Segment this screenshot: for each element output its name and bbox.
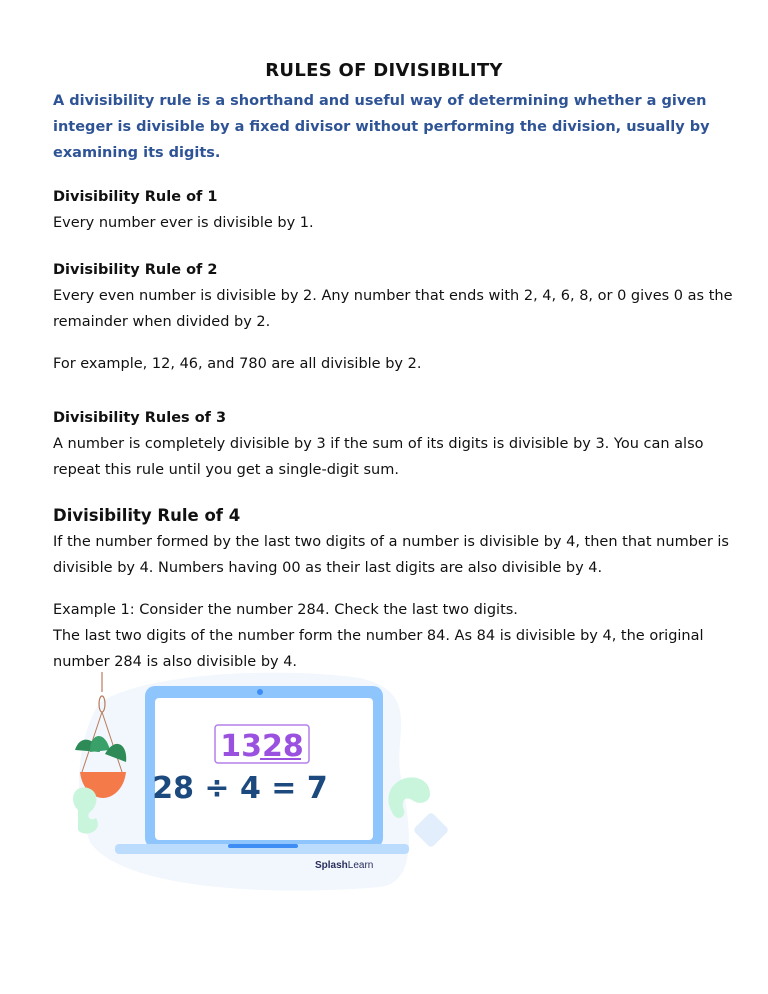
- svg-text:1328: 1328: [220, 729, 304, 764]
- section-example: For example, 12, 46, and 780 are all divisible by 2.: [53, 356, 422, 372]
- section-heading: Divisibility Rule of 4: [53, 506, 241, 525]
- splashlearn-logo: SplashLearn: [315, 860, 374, 871]
- section-text: Every number ever is divisible by 1.: [53, 215, 314, 231]
- section-heading: Divisibility Rules of 3: [53, 410, 227, 426]
- section-heading: Divisibility Rule of 1: [53, 189, 218, 205]
- page-title: RULES OF DIVISIBILITY: [265, 60, 503, 81]
- intro-paragraph: A divisibility rule is a shorthand and useful way of determining whether a given integer is divisible by a fixed divisor without performing the division, usually by examining its digits.: [53, 93, 710, 161]
- laptop-illustration: [60, 672, 460, 892]
- svg-text:28 ÷ 4 = 7: 28 ÷ 4 = 7: [152, 771, 328, 806]
- section-rule-2: [53, 257, 733, 377]
- section-rule-1: [53, 184, 733, 236]
- section-text: Every even number is divisible by 2. Any number that ends with 2, 4, 6, 8, or 0 gives 0 as the remainder when divided by 2.: [53, 288, 733, 330]
- section-heading: Divisibility Rule of 2: [53, 262, 218, 278]
- section-rule-3: [53, 405, 733, 483]
- section-example-explanation: The last two digits of the number form the number 84. As 84 is divisible by 4, the original number 284 is also divisible by 4.: [53, 628, 704, 670]
- section-text: If the number formed by the last two digits of a number is divisible by 4, then that number is divisible by 4. Numbers having 00 as their last digits are also divisible by 4.: [53, 534, 729, 576]
- section-example: Example 1: Consider the number 284. Check the last two digits.: [53, 602, 518, 618]
- section-text: A number is completely divisible by 3 if the sum of its digits is divisible by 3. You can also repeat this rule until you get a single-digit sum.: [53, 436, 704, 478]
- section-rule-4: [53, 503, 733, 675]
